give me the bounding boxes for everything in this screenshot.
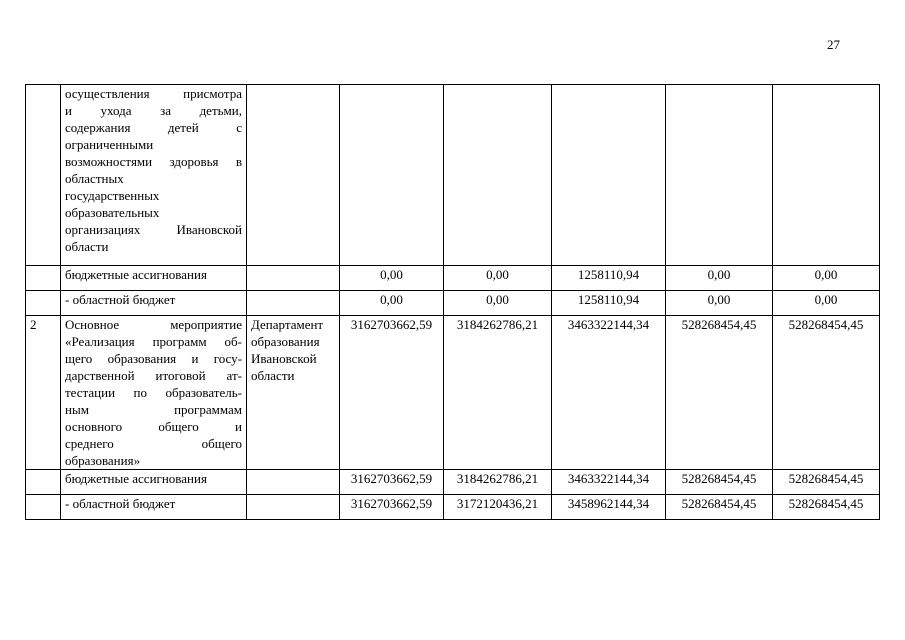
value-cell <box>773 85 880 266</box>
value-cell <box>552 85 666 266</box>
row-name-cell: бюджетные ассигнования <box>61 266 247 291</box>
name-line: «Реализация программ об- <box>65 334 242 349</box>
row-number-cell <box>26 266 61 291</box>
value-cell: 3463322144,34 <box>552 316 666 470</box>
executor-cell <box>247 266 340 291</box>
value-cell: 0,00 <box>773 266 880 291</box>
value-cell: 3184262786,21 <box>444 316 552 470</box>
table-body <box>26 85 880 520</box>
executor-line: Ивановской <box>251 351 317 366</box>
executor-cell <box>247 470 340 495</box>
executor-line: области <box>251 368 295 383</box>
value-cell: 0,00 <box>444 266 552 291</box>
value-cell: 3463322144,34 <box>552 470 666 495</box>
name-line: ограниченными <box>65 137 154 152</box>
name-line: и ухода за детьми, <box>65 103 242 118</box>
value-cell: 3162703662,59 <box>340 495 444 520</box>
executor-line: образования <box>251 334 320 349</box>
value-cell: 0,00 <box>340 266 444 291</box>
value-cell: 528268454,45 <box>773 470 880 495</box>
row-number-cell <box>26 291 61 316</box>
table-row <box>26 495 880 520</box>
table-row <box>26 85 880 266</box>
name-line: дарственной итоговой ат- <box>65 368 242 383</box>
value-cell: 528268454,45 <box>773 495 880 520</box>
row-name-cell: бюджетные ассигнования <box>61 470 247 495</box>
name-line: тестации по образователь- <box>65 385 242 400</box>
row-number-cell <box>26 85 61 266</box>
name-line: щего образования и госу- <box>65 351 242 366</box>
row-name-cell <box>61 316 247 470</box>
name-line: возможностями здоровья в <box>65 154 242 169</box>
value-cell: 528268454,45 <box>666 495 773 520</box>
table-row <box>26 470 880 495</box>
value-cell: 0,00 <box>666 291 773 316</box>
value-cell: 1258110,94 <box>552 266 666 291</box>
name-line: содержания детей с <box>65 120 242 135</box>
value-cell: 0,00 <box>773 291 880 316</box>
executor-cell <box>247 316 340 470</box>
value-cell: 0,00 <box>340 291 444 316</box>
value-cell: 0,00 <box>666 266 773 291</box>
name-line: ным программам <box>65 402 242 417</box>
value-cell: 1258110,94 <box>552 291 666 316</box>
executor-line: Департамент <box>251 317 324 332</box>
row-name-cell: - областной бюджет <box>61 495 247 520</box>
value-cell: 528268454,45 <box>666 316 773 470</box>
row-name-cell: - областной бюджет <box>61 291 247 316</box>
value-cell: 3172120436,21 <box>444 495 552 520</box>
value-cell: 3162703662,59 <box>340 316 444 470</box>
value-cell: 528268454,45 <box>666 470 773 495</box>
row-number-cell: 2 <box>26 316 61 470</box>
value-cell: 3458962144,34 <box>552 495 666 520</box>
value-cell: 3162703662,59 <box>340 470 444 495</box>
name-line: осуществления присмотра <box>65 86 242 101</box>
executor-cell <box>247 291 340 316</box>
table-row <box>26 291 880 316</box>
name-line: образования» <box>65 453 141 468</box>
row-number-cell <box>26 470 61 495</box>
name-line: образовательных <box>65 205 160 220</box>
name-line: организациях Ивановской <box>65 222 242 237</box>
name-line: среднего общего <box>65 436 242 451</box>
value-cell: 3184262786,21 <box>444 470 552 495</box>
name-line: области <box>65 239 109 254</box>
page-number: 27 <box>827 37 840 52</box>
executor-cell <box>247 85 340 266</box>
value-cell <box>340 85 444 266</box>
name-line: основного общего и <box>65 419 242 434</box>
table-row <box>26 316 880 470</box>
value-cell: 0,00 <box>444 291 552 316</box>
value-cell: 528268454,45 <box>773 316 880 470</box>
name-line: Основное мероприятие <box>65 317 242 332</box>
name-line: областных <box>65 171 124 186</box>
executor-cell <box>247 495 340 520</box>
table-row <box>26 266 880 291</box>
row-number-cell <box>26 495 61 520</box>
name-line: государственных <box>65 188 160 203</box>
budget-table <box>25 84 880 520</box>
value-cell <box>666 85 773 266</box>
value-cell <box>444 85 552 266</box>
row-name-cell <box>61 85 247 266</box>
